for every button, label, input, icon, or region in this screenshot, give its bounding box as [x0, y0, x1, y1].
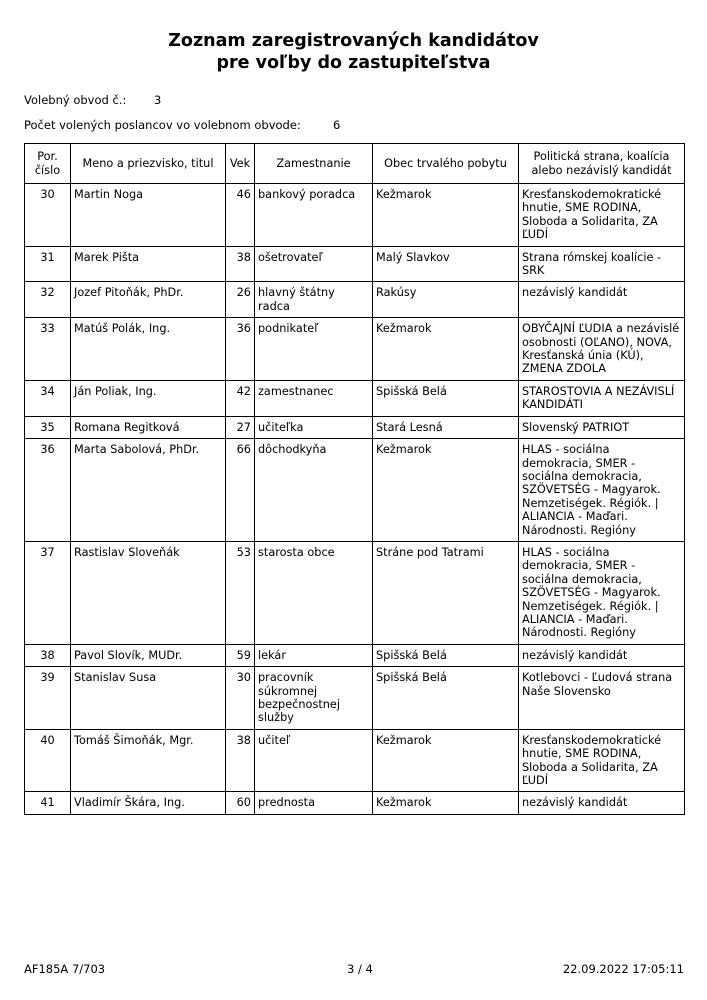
table-header-row: [25, 144, 685, 184]
header-number: Por. číslo: [25, 144, 71, 184]
footer-doc-id: AF185A 7/703: [24, 962, 106, 976]
cell-age: 66: [226, 439, 255, 542]
cell-name: Stanislav Susa: [71, 667, 226, 730]
header-party: Politická strana, koalícia alebo nezávislý kandidát: [519, 144, 685, 184]
cell-name: Romana Regitková: [71, 416, 226, 438]
cell-residence: Stará Lesná: [373, 416, 519, 438]
cell-party: nezávislý kandidát: [519, 282, 685, 318]
cell-occupation: prednosta: [255, 792, 373, 814]
cell-age: 38: [226, 729, 255, 792]
cell-party: STAROSTOVIA A NEZÁVISLÍ KANDIDÁTI: [519, 380, 685, 416]
district-label: Volebný obvod č.:: [24, 93, 127, 107]
document-title: [0, 30, 707, 74]
cell-age: 42: [226, 380, 255, 416]
cell-number: 38: [25, 644, 71, 666]
table-row: [25, 184, 685, 247]
title-line-2: pre voľby do zastupiteľstva: [216, 53, 491, 73]
cell-occupation: dôchodkyňa: [255, 439, 373, 542]
cell-residence: Spišská Belá: [373, 644, 519, 666]
cell-name: Martin Noga: [71, 184, 226, 247]
cell-party: Kresťanskodemokratické hnutie, SME RODINA, Sloboda a Solidarita, ZA ĽUDÍ: [519, 729, 685, 792]
district-value: 3: [154, 93, 162, 107]
cell-occupation: učiteľka: [255, 416, 373, 438]
cell-name: Marek Pišta: [71, 246, 226, 282]
cell-occupation: podnikateľ: [255, 318, 373, 381]
cell-number: 30: [25, 184, 71, 247]
cell-residence: Malý Slavkov: [373, 246, 519, 282]
cell-occupation: lekár: [255, 644, 373, 666]
cell-number: 39: [25, 667, 71, 730]
cell-name: Marta Sabolová, PhDr.: [71, 439, 226, 542]
footer-datetime: 22.09.2022 17:05:11: [562, 962, 684, 976]
cell-number: 35: [25, 416, 71, 438]
cell-occupation: bankový poradca: [255, 184, 373, 247]
cell-occupation: učiteľ: [255, 729, 373, 792]
cell-age: 30: [226, 667, 255, 730]
cell-party: Slovenský PATRIOT: [519, 416, 685, 438]
cell-residence: Kežmarok: [373, 439, 519, 542]
cell-party: Strana rómskej koalície - SRK: [519, 246, 685, 282]
table-row: [25, 792, 685, 814]
cell-name: Vladimír Škára, Ing.: [71, 792, 226, 814]
cell-name: Tomáš Šimoňák, Mgr.: [71, 729, 226, 792]
table-row: [25, 416, 685, 438]
cell-age: 36: [226, 318, 255, 381]
cell-number: 41: [25, 792, 71, 814]
table-row: [25, 729, 685, 792]
cell-occupation: hlavný štátny radca: [255, 282, 373, 318]
cell-age: 60: [226, 792, 255, 814]
table-row: [25, 541, 685, 644]
cell-residence: Kežmarok: [373, 184, 519, 247]
header-occupation: Zamestnanie: [255, 144, 373, 184]
header-residence: Obec trvalého pobytu: [373, 144, 519, 184]
cell-name: Pavol Slovík, MUDr.: [71, 644, 226, 666]
cell-occupation: starosta obce: [255, 541, 373, 644]
cell-age: 59: [226, 644, 255, 666]
cell-name: Rastislav Sloveňák: [71, 541, 226, 644]
cell-party: nezávislý kandidát: [519, 792, 685, 814]
cell-residence: Kežmarok: [373, 729, 519, 792]
cell-party: Kotlebovci - Ľudová strana Naše Slovensko: [519, 667, 685, 730]
cell-name: Jozef Pitoňák, PhDr.: [71, 282, 226, 318]
table-row: [25, 439, 685, 542]
cell-age: 46: [226, 184, 255, 247]
cell-residence: Kežmarok: [373, 318, 519, 381]
table-row: [25, 644, 685, 666]
cell-age: 27: [226, 416, 255, 438]
cell-occupation: zamestnanec: [255, 380, 373, 416]
candidates-table: [24, 143, 685, 815]
cell-occupation: ošetrovateľ: [255, 246, 373, 282]
header-name: Meno a priezvisko, titul: [71, 144, 226, 184]
cell-name: Matúš Polák, Ing.: [71, 318, 226, 381]
cell-number: 34: [25, 380, 71, 416]
cell-number: 37: [25, 541, 71, 644]
cell-number: 33: [25, 318, 71, 381]
cell-number: 31: [25, 246, 71, 282]
table-row: [25, 282, 685, 318]
seats-label: Počet volených poslancov vo volebnom obvode:: [24, 118, 301, 132]
table-row: [25, 380, 685, 416]
cell-number: 36: [25, 439, 71, 542]
cell-party: nezávislý kandidát: [519, 644, 685, 666]
cell-occupation: pracovník súkromnej bezpečnostnej služby: [255, 667, 373, 730]
cell-residence: Rakúsy: [373, 282, 519, 318]
table-row: [25, 318, 685, 381]
cell-age: 26: [226, 282, 255, 318]
table-row: [25, 246, 685, 282]
seats-value: 6: [333, 118, 341, 132]
header-age: Vek: [226, 144, 255, 184]
table-row: [25, 667, 685, 730]
title-line-1: Zoznam zaregistrovaných kandidátov: [168, 31, 539, 51]
cell-residence: Stráne pod Tatrami: [373, 541, 519, 644]
cell-party: OBYČAJNÍ ĽUDIA a nezávislé osobnosti (OĽANO), NOVA, Kresťanská únia (KÚ), ZMENA ZDOLA: [519, 318, 685, 381]
cell-age: 38: [226, 246, 255, 282]
cell-residence: Spišská Belá: [373, 380, 519, 416]
cell-number: 32: [25, 282, 71, 318]
cell-party: HLAS - sociálna demokracia, SMER - sociálna demokracia, SZÖVETSÉG - Magyarok. Nemzetiségek. Régiók. | ALIANCIA - Maďari. Národnosti. Regióny: [519, 541, 685, 644]
cell-residence: Kežmarok: [373, 792, 519, 814]
cell-age: 53: [226, 541, 255, 644]
cell-name: Ján Poliak, Ing.: [71, 380, 226, 416]
cell-residence: Spišská Belá: [373, 667, 519, 730]
cell-number: 40: [25, 729, 71, 792]
cell-party: Kresťanskodemokratické hnutie, SME RODINA, Sloboda a Solidarita, ZA ĽUDÍ: [519, 184, 685, 247]
footer-page-number: 3 / 4: [347, 962, 373, 976]
cell-party: HLAS - sociálna demokracia, SMER - sociálna demokracia, SZÖVETSÉG - Magyarok. Nemzetiségek. Régiók. | ALIANCIA - Maďari. Národnosti. Regióny: [519, 439, 685, 542]
